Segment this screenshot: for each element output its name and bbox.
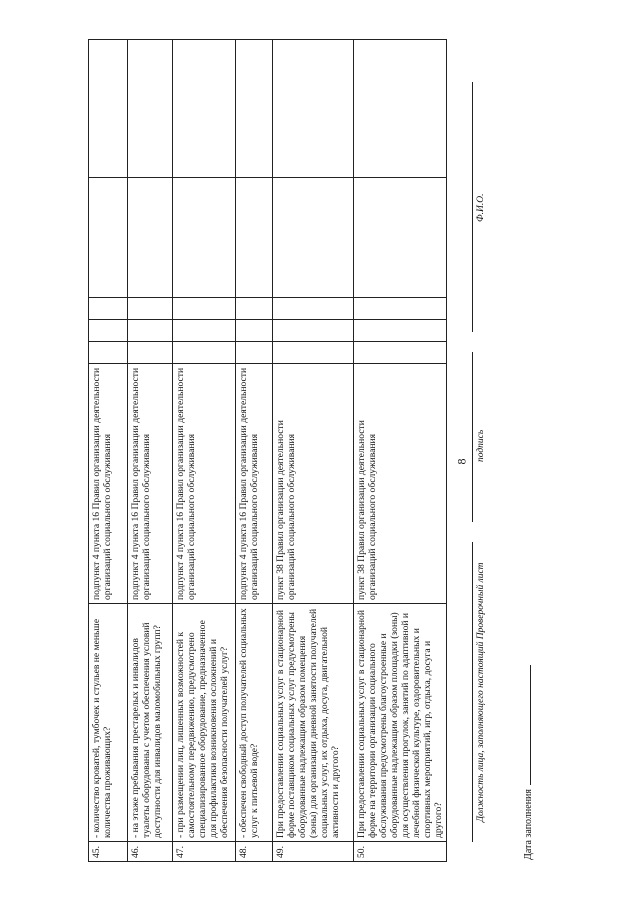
row-reference: пункт 38 Правил организации деятельности организаций социального обслуживания xyxy=(273,364,354,604)
name-caption: Ф.И.О. xyxy=(476,193,486,222)
comment-cell[interactable] xyxy=(89,40,128,178)
comment-cell[interactable] xyxy=(354,40,447,178)
row-question: - обеспечен свободный доступ получателей социальных услуг к питьевой воде? xyxy=(236,604,273,842)
answer-no-cell[interactable] xyxy=(89,320,128,342)
row-number: 46. xyxy=(128,842,173,862)
row-reference: подпункт 4 пункта 16 Правил организации деятельности организаций социального обслуживания xyxy=(89,364,128,604)
row-question: - при размещении лиц, лишенных возможностей к самостоятельному передвижению, предусмотрено специализированное оборудование, предназначенное для профилактики возникновения осложнений и обеспечения безопасности получателей услуг? xyxy=(173,604,236,842)
row-question: При предоставлении социальных услуг в стационарной форме на территории организации социального обслуживания предусмотрены благоустроенные и оборудованные надлежащим образом площадки (зоны) для осуществления прогулок, занятий по адаптивной и лечебной физической культуре, оздоровительных и спортивных мероприятий, игр, отдыха, досуга и другого? xyxy=(354,604,447,842)
date-line[interactable] xyxy=(520,665,531,785)
answer-yes-cell[interactable] xyxy=(273,342,354,364)
table-row xyxy=(273,40,354,862)
row-question: При предоставлении социальных услуг в стационарной форме поставщиком социальных услуг предусмотрены оборудованные надлежащим образом помещения (зоны) для организации дневной занятости получателей социальных услуг, их отдыха, досуга, двигательной активности и другого? xyxy=(273,604,354,842)
answer-no-cell[interactable] xyxy=(354,320,447,342)
answer-yes-cell[interactable] xyxy=(354,342,447,364)
answer-na-cell[interactable] xyxy=(128,298,173,320)
table-row xyxy=(128,40,173,862)
row-question: - на этаже пребывания престарелых и инвалидов туалеты оборудованы с учетом обеспечения условий доступности для инвалидов маломобильных групп? xyxy=(128,604,173,842)
row-number: 45. xyxy=(89,842,128,862)
date-block xyxy=(520,560,540,860)
answer-na-cell[interactable] xyxy=(236,298,273,320)
position-line[interactable] xyxy=(460,542,473,842)
note-cell[interactable] xyxy=(173,178,236,298)
name-line[interactable] xyxy=(460,82,473,332)
row-number: 50. xyxy=(354,842,447,862)
note-cell[interactable] xyxy=(236,178,273,298)
signature-line[interactable] xyxy=(460,352,473,522)
row-reference: подпункт 4 пункта 16 Правил организации деятельности организаций социального обслуживания xyxy=(173,364,236,604)
row-reference: подпункт 4 пункта 16 Правил организации деятельности организаций социального обслуживания xyxy=(236,364,273,604)
row-number: 47. xyxy=(173,842,236,862)
answer-yes-cell[interactable] xyxy=(236,342,273,364)
comment-cell[interactable] xyxy=(173,40,236,178)
row-number: 48. xyxy=(236,842,273,862)
checklist-table xyxy=(88,39,447,862)
note-cell[interactable] xyxy=(128,178,173,298)
answer-na-cell[interactable] xyxy=(354,298,447,320)
answer-no-cell[interactable] xyxy=(128,320,173,342)
note-cell[interactable] xyxy=(273,178,354,298)
date-label: Дата заполнения xyxy=(523,789,534,860)
position-caption: Должность лица, заполняющего настоящий Проверочный лист xyxy=(476,562,486,822)
answer-no-cell[interactable] xyxy=(173,320,236,342)
comment-cell[interactable] xyxy=(273,40,354,178)
checklist-table-container xyxy=(88,40,445,862)
row-reference: пункт 38 Правил организации деятельности организаций социального обслуживания xyxy=(354,364,447,604)
signature-caption: подпись xyxy=(476,429,486,462)
row-reference: подпункт 4 пункта 16 Правил организации деятельности организаций социального обслуживания xyxy=(128,364,173,604)
answer-no-cell[interactable] xyxy=(273,320,354,342)
comment-cell[interactable] xyxy=(128,40,173,178)
row-number: 49. xyxy=(273,842,354,862)
answer-na-cell[interactable] xyxy=(273,298,354,320)
page-number: 8 xyxy=(454,458,469,465)
answer-yes-cell[interactable] xyxy=(128,342,173,364)
answer-yes-cell[interactable] xyxy=(89,342,128,364)
table-row xyxy=(173,40,236,862)
answer-yes-cell[interactable] xyxy=(173,342,236,364)
answer-na-cell[interactable] xyxy=(89,298,128,320)
answer-na-cell[interactable] xyxy=(173,298,236,320)
row-question: - количество кроватей, тумбочек и стульев не меньше количества проживающих? xyxy=(89,604,128,842)
answer-no-cell[interactable] xyxy=(236,320,273,342)
signature-block xyxy=(452,40,512,862)
table-row xyxy=(236,40,273,862)
table-row xyxy=(354,40,447,862)
note-cell[interactable] xyxy=(354,178,447,298)
note-cell[interactable] xyxy=(89,178,128,298)
comment-cell[interactable] xyxy=(236,40,273,178)
table-row xyxy=(89,40,128,862)
